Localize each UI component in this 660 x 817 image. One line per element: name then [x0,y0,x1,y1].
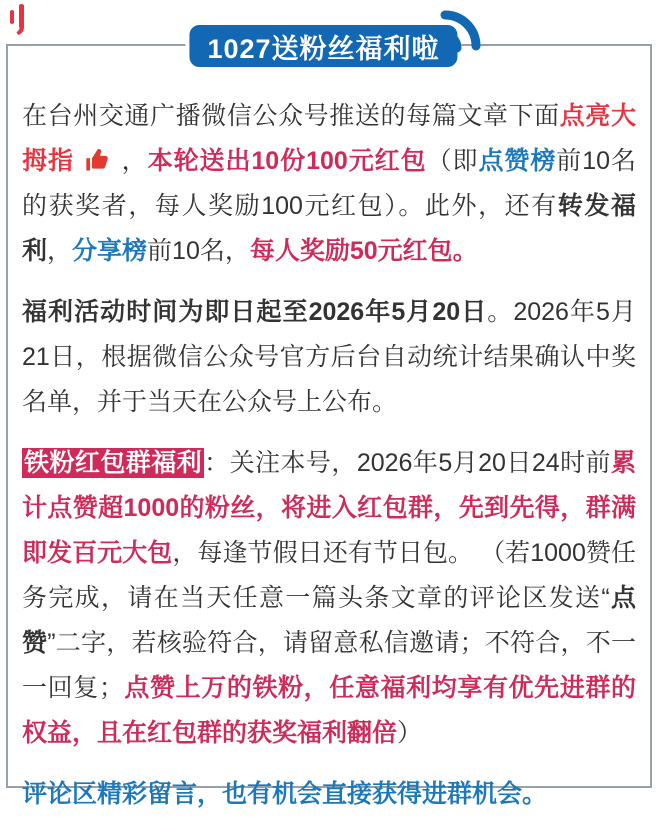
text-run: ，每逢节假日还有节日包。 （若1000赞任务完成，请在当天任意一篇头条文章的评论区发送“ [22,539,636,612]
red-corner-mark-icon [8,3,26,37]
text-run: 前10名的获奖者，每人奖励100元红包）。此外，还有 [22,147,636,220]
text-run: 分享榜 [72,237,148,265]
text-run: 点赞榜 [478,147,557,175]
text-run: ：关注本号，2026年5月20日24时前 [204,449,611,477]
text-run: ， [121,147,148,175]
text-run: 在台州交通广播微信公众号推送的每篇文章下面 [22,102,560,130]
paragraph [22,94,636,274]
page-title: 1027送粉丝福利啦 [207,33,440,64]
text-run: 铁粉红包群福利 [24,449,203,477]
paragraph [22,772,636,817]
text-run: 点赞上万的铁粉，任意福利均享有优先进群的权益，且在红包群的获奖福利翻倍 [22,674,636,747]
text-run: 评论区精彩留言，也有机会直接获得进群机会。 [22,780,548,808]
text-run: 累计点赞超1000的粉丝，将进入红包群，先到先得，群满即发百元大包 [22,449,636,567]
text-run: 前10名， [147,237,250,265]
body-text [8,46,650,817]
title-badge [185,21,461,71]
paragraph [22,290,636,425]
text-run: ， [47,237,73,265]
text-run: 点亮大拇指 [22,102,636,175]
text-run: ”二字，若核验符合，请留意私信邀请；不符合，不一一回复； [22,629,636,702]
broadcast-waves-icon [431,4,485,58]
text-run: 转发福利 [22,192,636,265]
text-run: 本轮送出10份100元红包 [147,147,427,175]
text-run: （即 [426,147,479,175]
text-run: ） [397,719,423,747]
text-run: 每人奖励50元红包。 [249,237,478,265]
text-run: 福利活动时间为即日起至2026年5月20日 [22,298,488,326]
text-run: 。2026年5月21日，根据微信公众号官方后台自动统计结果确认中奖名单，并于当天在公众号上公布。 [22,298,637,416]
thumbs-up-icon [84,144,112,172]
paragraph [22,441,636,756]
content-box [6,33,652,808]
text-run: 点赞 [22,584,636,657]
